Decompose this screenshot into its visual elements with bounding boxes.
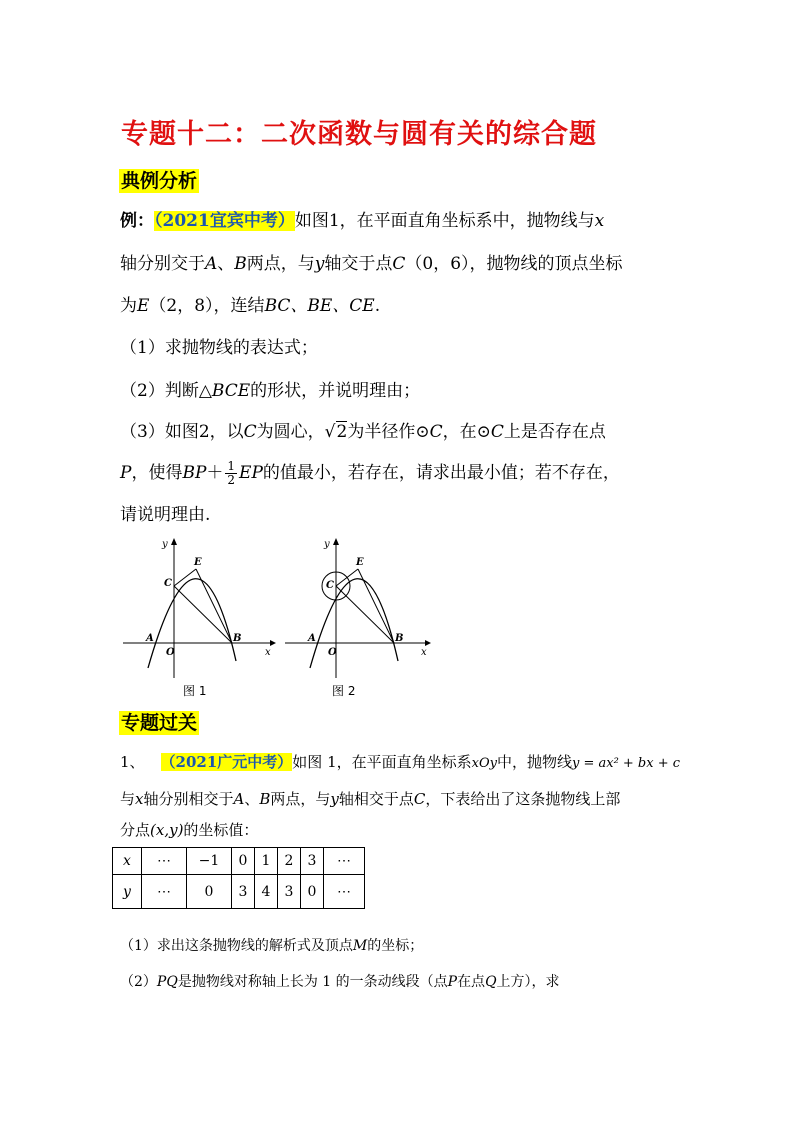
section-heading-practice xyxy=(119,708,199,735)
label-y: y xyxy=(324,539,330,550)
var-Q: Q xyxy=(485,974,497,990)
label-O: O xyxy=(328,647,337,658)
table-cell: 0 xyxy=(301,875,324,909)
text: 上是否存在点 xyxy=(503,422,606,442)
example-text: 如图1，在平面直角坐标系中，抛物线与 xyxy=(294,211,595,231)
var-x: x xyxy=(135,790,144,808)
example-label: 例： xyxy=(120,211,154,231)
text: 如图 1，在平面直角坐标系 xyxy=(292,753,472,771)
fraction-denominator: 2 xyxy=(227,473,236,487)
var-M: M xyxy=(352,938,368,954)
text: 、 xyxy=(217,254,235,274)
problem-1-line-3 xyxy=(120,821,258,839)
table-cell xyxy=(113,875,142,909)
label-E: E xyxy=(356,557,364,568)
cell-text: y xyxy=(123,883,131,900)
var-C: C xyxy=(429,422,443,442)
text: 与 xyxy=(120,790,136,808)
var-C: C xyxy=(392,254,406,274)
var-BCE: BCE xyxy=(211,381,251,401)
label-E: E xyxy=(194,557,202,568)
text: 轴分别交于 xyxy=(120,254,205,274)
y-axis-arrow xyxy=(333,538,339,545)
table-cell: 1 xyxy=(255,848,278,875)
table-cell: 4 xyxy=(255,875,278,909)
var-BP: BP xyxy=(182,463,207,483)
segments: BC、BE、CE xyxy=(264,296,375,316)
table-cell: ⋯ xyxy=(142,848,187,875)
x-axis-arrow xyxy=(425,640,431,646)
text: （2，8），连结 xyxy=(149,296,265,316)
var-E: E xyxy=(137,296,150,316)
table-cell xyxy=(113,848,142,875)
problem-number: 1、 xyxy=(120,753,145,771)
y-axis-arrow xyxy=(171,538,177,545)
label-C: C xyxy=(164,578,172,589)
example-line-3 xyxy=(120,296,380,316)
example-source-tag: （2021宜宾中考） xyxy=(154,211,295,231)
table-cell: 3 xyxy=(301,848,324,875)
sqrt-radicand: 2 xyxy=(336,422,348,442)
table-cell: 3 xyxy=(232,875,255,909)
var-B: B xyxy=(259,790,271,808)
var-C: C xyxy=(413,790,426,808)
label-A: A xyxy=(146,633,154,644)
table-cell: 2 xyxy=(278,848,301,875)
text: 分点 xyxy=(120,821,151,839)
text: （1）求出这条抛物线的解析式及顶点 xyxy=(120,938,353,954)
text: 、 xyxy=(244,790,260,808)
text: 上方），求 xyxy=(496,974,560,990)
table-cell: ⋯ xyxy=(324,875,365,909)
problem-1-question-2 xyxy=(120,973,560,991)
label-x: x xyxy=(421,647,427,658)
x-axis-arrow xyxy=(270,640,276,646)
example-question-1: （1）求抛物线的表达式； xyxy=(120,338,318,358)
sqrt-expression: √2 xyxy=(324,422,348,442)
text: （2）判断△ xyxy=(120,381,212,401)
table-row xyxy=(113,875,365,909)
label-C: C xyxy=(326,580,334,591)
var-x: x xyxy=(594,211,605,231)
var-C: C xyxy=(243,422,257,442)
segment-BE xyxy=(358,569,394,643)
figure-2-caption: 图 2 xyxy=(332,684,356,698)
label-B: B xyxy=(233,633,242,644)
table-cell: ⋯ xyxy=(142,875,187,909)
label-B: B xyxy=(395,633,404,644)
problem-source-tag: （2021广元中考） xyxy=(160,753,293,771)
section-heading-text: 典例分析 xyxy=(121,170,198,192)
label-A: A xyxy=(308,633,316,644)
var-A: A xyxy=(233,790,245,808)
example-question-3-line-3: 请说明理由. xyxy=(120,505,211,525)
figure-1 xyxy=(118,533,278,683)
text: ，使得 xyxy=(131,463,183,483)
var-EP: EP xyxy=(239,463,263,483)
table-cell: 0 xyxy=(187,875,232,909)
section-heading-example xyxy=(119,166,199,193)
var-PQ: PQ xyxy=(156,974,178,990)
table-row xyxy=(113,848,365,875)
example-question-3-line-1 xyxy=(120,422,606,442)
text: 中，抛物线 xyxy=(496,753,572,771)
example-line-2 xyxy=(120,254,623,274)
label-y: y xyxy=(162,539,168,550)
table-cell: ⋯ xyxy=(324,848,365,875)
text: 为圆心， xyxy=(256,422,325,442)
table-cell: 3 xyxy=(278,875,301,909)
page-title: 专题十二：二次函数与圆有关的综合题 xyxy=(121,119,597,150)
table-cell: −1 xyxy=(187,848,232,875)
text: （0，6），抛物线的顶点坐标 xyxy=(405,254,623,274)
label-O: O xyxy=(166,647,175,658)
text: 是抛物线对称轴上长为 1 的一条动线段（点 xyxy=(177,974,448,990)
cell-text: x xyxy=(123,853,131,869)
label-x: x xyxy=(265,647,271,658)
var-y: y xyxy=(314,254,325,274)
text: 为半径作⊙ xyxy=(347,422,430,442)
coordinate-table xyxy=(112,847,365,909)
var-C: C xyxy=(490,422,504,442)
example-question-3-line-2 xyxy=(120,460,620,487)
figure-2 xyxy=(280,533,440,683)
var-B: B xyxy=(234,254,247,274)
text: ，在⊙ xyxy=(442,422,491,442)
text: 的形状，并说明理由； xyxy=(250,381,421,401)
fraction-numerator: 1 xyxy=(227,459,236,473)
text: . xyxy=(374,296,381,316)
text: 为 xyxy=(120,296,137,316)
text: 在点 xyxy=(457,974,486,990)
text: 的值最小，若存在，请求出最小值；若不存在， xyxy=(262,463,620,483)
text: 的坐标； xyxy=(367,938,424,954)
var-A: A xyxy=(205,254,218,274)
text: （3）如图2，以 xyxy=(120,422,244,442)
figure-1-caption: 图 1 xyxy=(183,684,207,698)
problem-1-line-1 xyxy=(120,753,680,773)
problem-1-question-1 xyxy=(120,937,423,955)
var-y: y xyxy=(330,790,339,808)
text: 轴相交于点 xyxy=(338,790,414,808)
text: 两点，与 xyxy=(246,254,315,274)
text: 轴交于点 xyxy=(324,254,393,274)
plus-sign: ＋ xyxy=(206,463,224,483)
var-xOy: xOy xyxy=(471,756,497,771)
problem-1-line-2 xyxy=(120,790,620,808)
example-question-2 xyxy=(120,381,420,401)
text: 轴分别相交于 xyxy=(143,790,234,808)
example-line-1 xyxy=(120,211,604,231)
section-heading-text: 专题过关 xyxy=(121,712,198,734)
text: （2） xyxy=(120,974,157,990)
var-P: P xyxy=(120,463,132,483)
segment-BE xyxy=(196,569,232,643)
fraction xyxy=(225,460,237,487)
table-cell: 0 xyxy=(232,848,255,875)
var-P: P xyxy=(447,974,458,990)
text: 两点，与 xyxy=(270,790,331,808)
parabola-equation: y = ax² + bx + c xyxy=(571,756,681,771)
point-xy: (x,y) xyxy=(150,821,184,839)
text: ，下表给出了这条抛物线上部 xyxy=(425,790,621,808)
text: 的坐标值： xyxy=(183,821,259,839)
